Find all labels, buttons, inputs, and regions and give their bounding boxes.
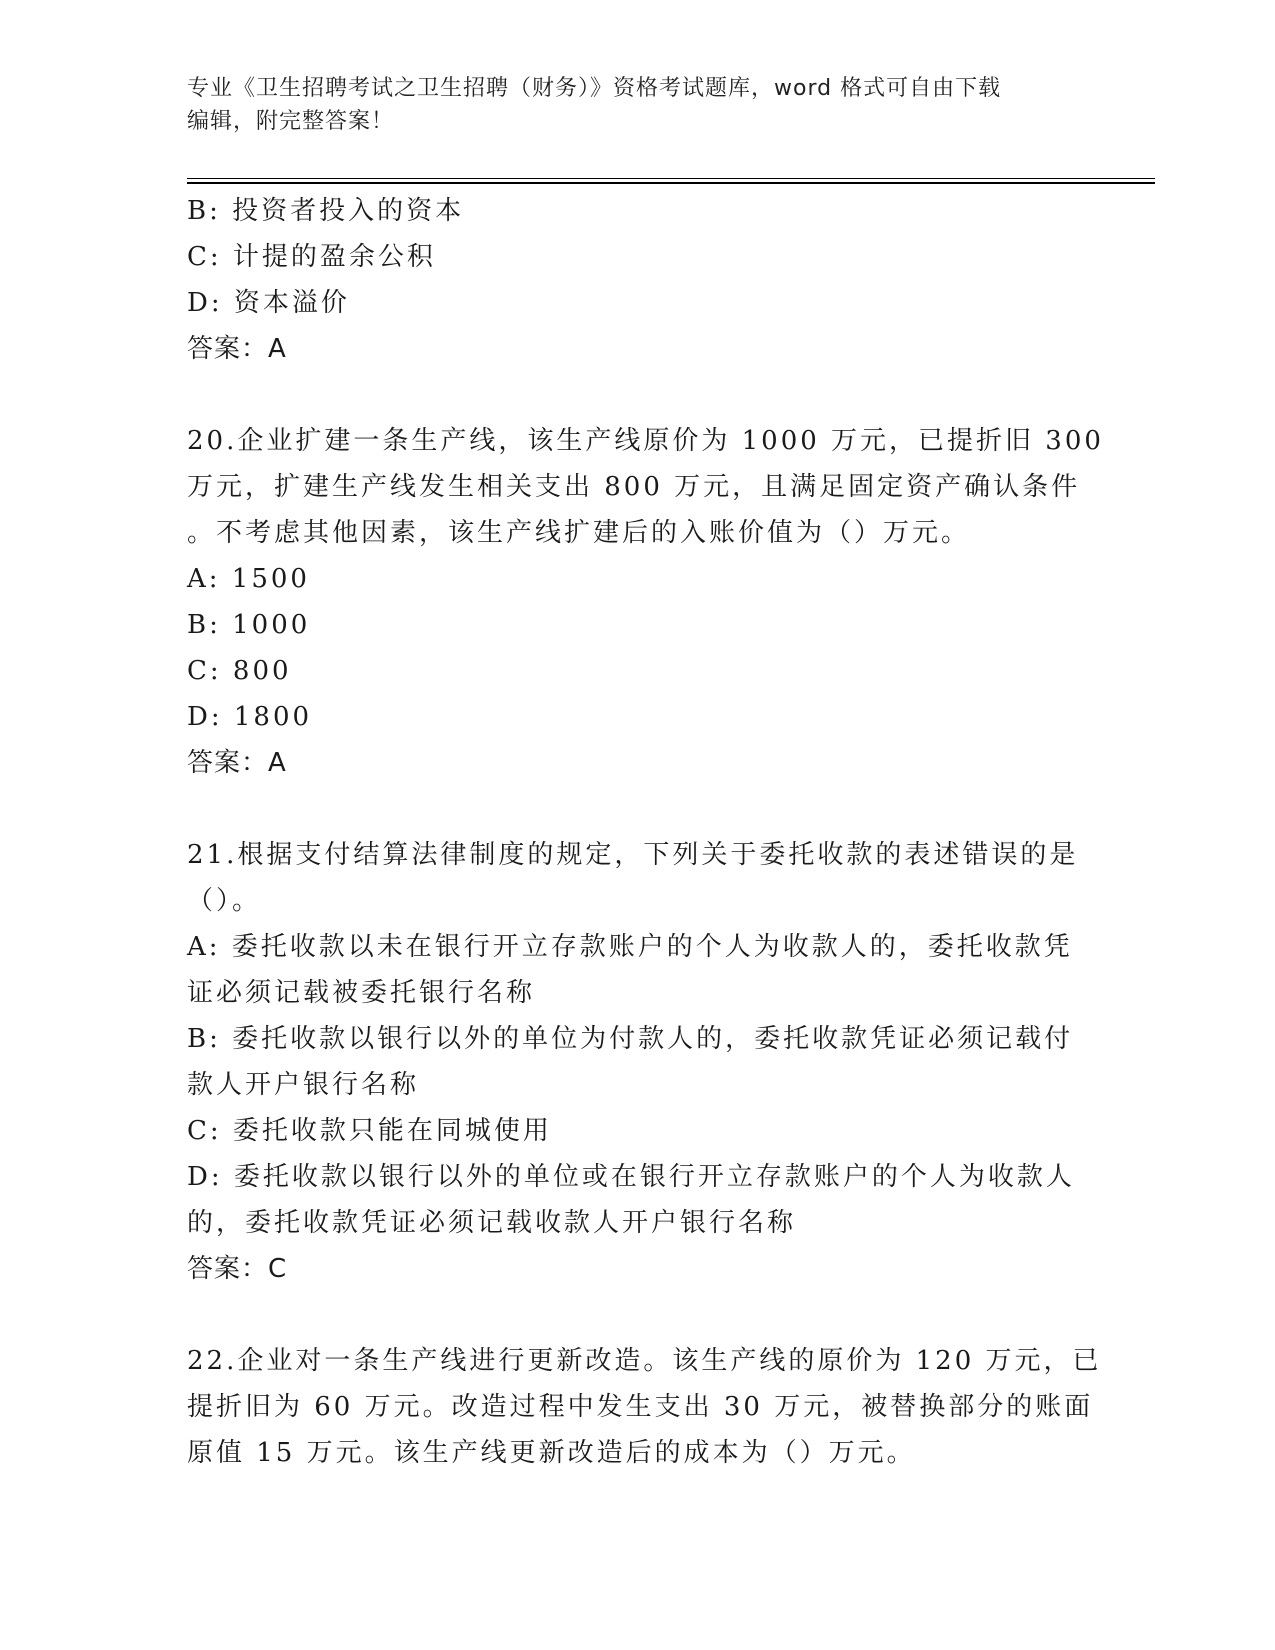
option-b: B: 委托收款以银行以外的单位为付款人的，委托收款凭证必须记载付 — [187, 1024, 1074, 1054]
question-stem-line: 21.根据支付结算法律制度的规定，下列关于委托收款的表述错误的是 — [187, 840, 1079, 870]
option-a: A: 1500 — [187, 564, 310, 594]
option-c: C: 计提的盈余公积 — [187, 242, 436, 272]
header-line-1: 专业《卫生招聘考试之卫生招聘（财务）》资格考试题库，word 格式可自由下载 — [187, 76, 1002, 101]
question-stem-line: 22.企业对一条生产线进行更新改造。该生产线的原价为 120 万元，已 — [187, 1346, 1102, 1376]
option-d: D: 资本溢价 — [187, 288, 350, 318]
question-19-tail — [187, 188, 1087, 372]
question-stem-line: 提折旧为 60 万元。改造过程中发生支出 30 万元，被替换部分的账面 — [187, 1392, 1094, 1422]
option-b-continued: 款人开户银行名称 — [187, 1070, 420, 1100]
option-c: C: 800 — [187, 656, 292, 686]
option-d-continued: 的，委托收款凭证必须记载收款人开户银行名称 — [187, 1208, 797, 1238]
question-stem-line: 万元，扩建生产线发生相关支出 800 万元，且满足固定资产确认条件 — [187, 472, 1081, 502]
answer: 答案：C — [187, 1254, 288, 1284]
header-divider-thick — [187, 182, 1155, 184]
answer: 答案：A — [187, 748, 287, 778]
question-stem-line: 。不考虑其他因素，该生产线扩建后的入账价值为（）万元。 — [187, 518, 971, 548]
header-divider-thin — [187, 178, 1155, 179]
answer: 答案：A — [187, 334, 287, 364]
question-22 — [187, 1338, 1102, 1476]
option-d: D: 委托收款以银行以外的单位或在银行开立存款账户的个人为收款人 — [187, 1162, 1075, 1192]
question-21 — [187, 832, 1087, 1292]
document-header — [187, 72, 1077, 138]
question-stem-line: 20.企业扩建一条生产线，该生产线原价为 1000 万元，已提折旧 300 — [187, 426, 1104, 456]
option-d: D: 1800 — [187, 702, 313, 732]
header-line-2: 编辑，附完整答案！ — [187, 109, 395, 134]
option-a-continued: 证必须记载被委托银行名称 — [187, 978, 536, 1008]
document-body — [187, 188, 1104, 1476]
question-20 — [187, 418, 1104, 786]
option-a: A: 委托收款以未在银行开立存款账户的个人为收款人的，委托收款凭 — [187, 932, 1073, 962]
option-b: B: 1000 — [187, 610, 311, 640]
option-b: B: 投资者投入的资本 — [187, 196, 465, 226]
option-c: C: 委托收款只能在同城使用 — [187, 1116, 552, 1146]
question-stem-line: （）。 — [187, 886, 262, 916]
question-stem-line: 原值 15 万元。该生产线更新改造后的成本为（）万元。 — [187, 1438, 916, 1468]
